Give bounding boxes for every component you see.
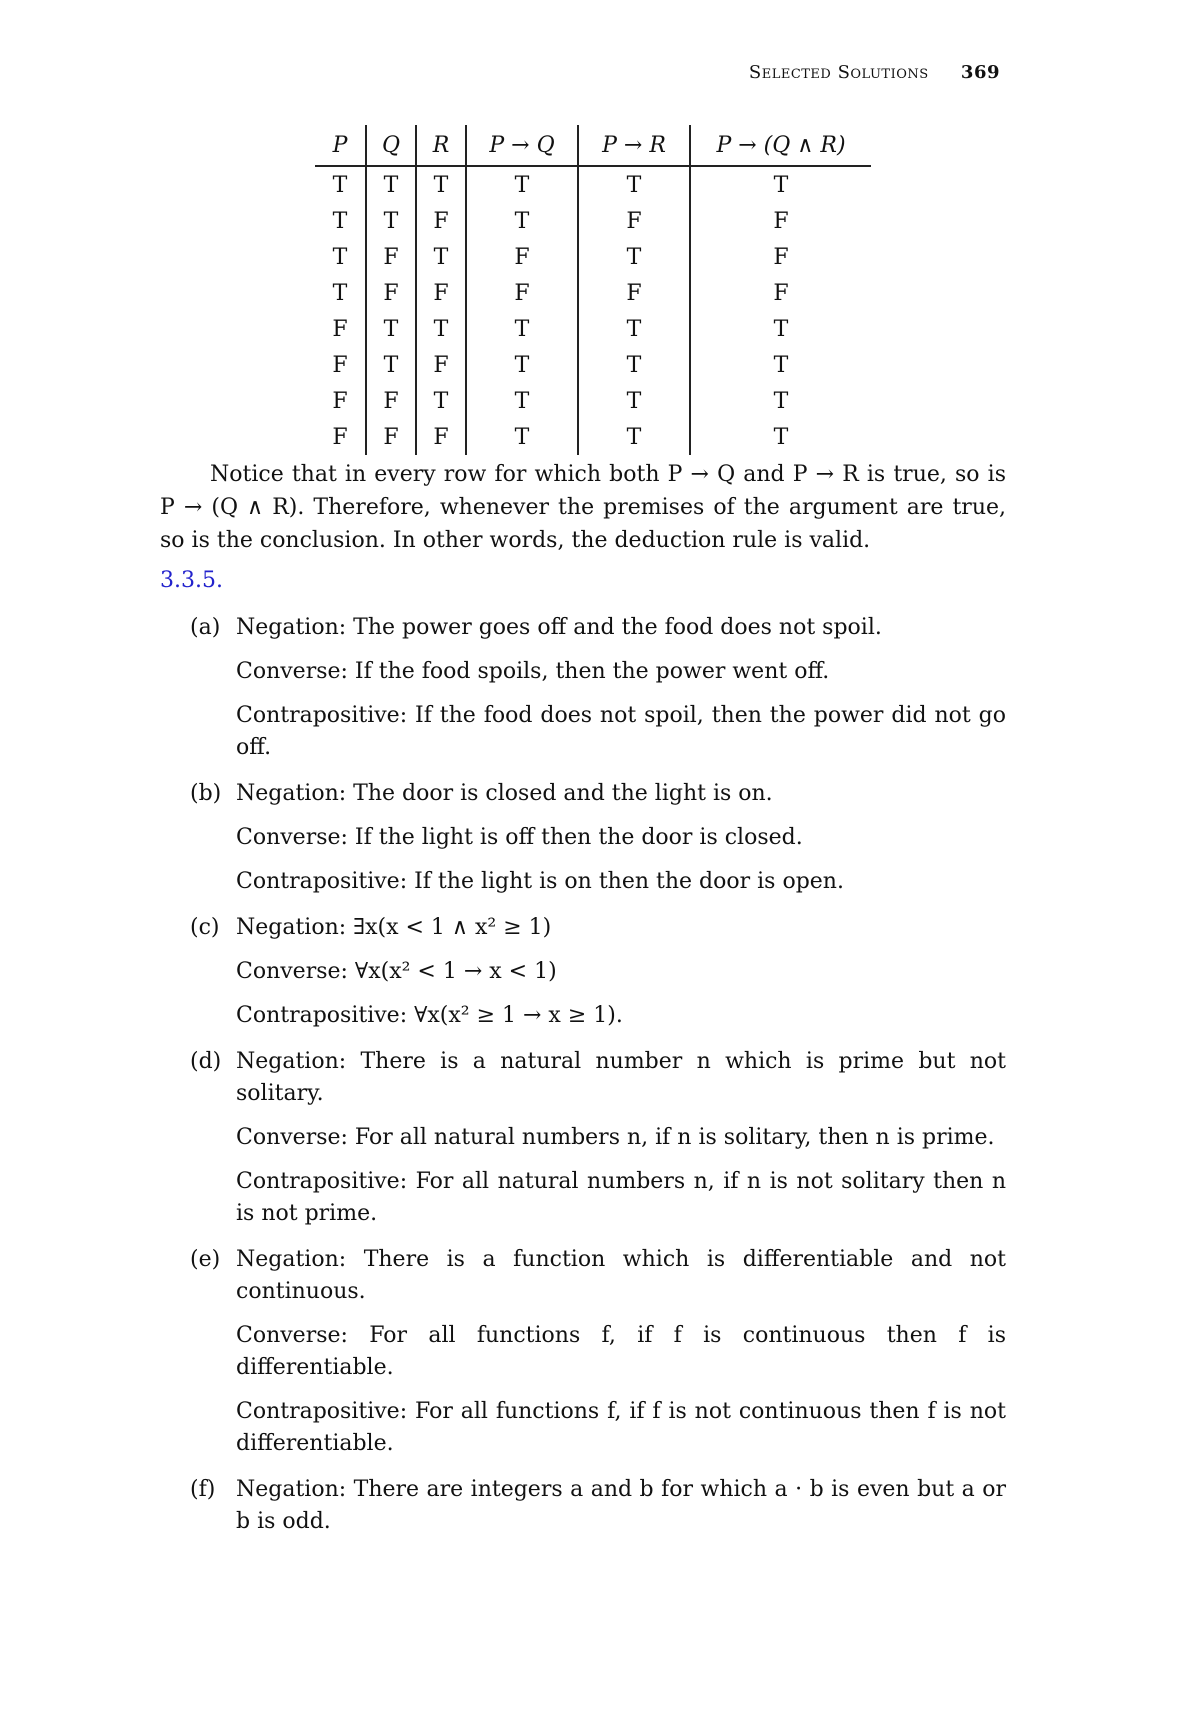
page-number: 369 xyxy=(960,62,1000,83)
table-cell: F xyxy=(578,203,690,239)
table-row xyxy=(315,419,871,455)
table-cell: T xyxy=(578,166,690,203)
table-cell: F xyxy=(466,239,578,275)
table-cell: T xyxy=(416,166,466,203)
explanation-text: Notice that in every row for which both P → Q and P → R is true, so is P → (Q ∧ R). Therefore, whenever the premises of the argument are true, so is the conclusion. In other words, the deduction rule is valid. xyxy=(160,462,1006,553)
table-cell: T xyxy=(366,347,416,383)
item-line: Converse: If the light is off then the door is closed. xyxy=(236,825,803,850)
item-line: Contrapositive: For all natural numbers n, if n is not solitary then n is not prime. xyxy=(236,1169,1006,1226)
table-cell: T xyxy=(332,172,348,198)
item-line: Contrapositive: For all functions f, if f is not continuous then f is not differentiable. xyxy=(236,1399,1006,1456)
table-cell: T xyxy=(366,311,416,347)
table-cell: T xyxy=(578,383,690,419)
table-cell: T xyxy=(332,280,348,306)
item-line: Converse: For all natural numbers n, if n is solitary, then n is prime. xyxy=(236,1125,995,1150)
table-cell: F xyxy=(366,275,416,311)
item-line: Contrapositive: If the food does not spoil, then the power did not go off. xyxy=(236,703,1006,760)
table-cell: F xyxy=(366,419,416,455)
column-header: R xyxy=(416,125,466,166)
table-cell: T xyxy=(466,311,578,347)
item-label: (b) xyxy=(190,781,222,806)
table-row xyxy=(315,275,871,311)
item-line: Negation: ∃x(x < 1 ∧ x² ≥ 1) xyxy=(236,915,552,940)
table-cell: T xyxy=(366,203,416,239)
table-cell: T xyxy=(690,383,871,419)
table-cell: T xyxy=(690,166,871,203)
table-cell: F xyxy=(332,388,348,414)
item-line: Negation: There is a natural number n which is prime but not solitary. xyxy=(236,1049,1006,1106)
item-line: Contrapositive: ∀x(x² ≥ 1 → x ≥ 1). xyxy=(236,1003,623,1028)
table-cell: F xyxy=(690,275,871,311)
list-item xyxy=(0,1474,1200,1538)
item-label: (d) xyxy=(190,1049,222,1074)
table-cell: F xyxy=(690,239,871,275)
explanation-paragraph xyxy=(160,458,1006,557)
table-cell: T xyxy=(332,208,348,234)
table-cell: T xyxy=(466,347,578,383)
table-cell: T xyxy=(366,166,416,203)
table-cell: T xyxy=(332,244,348,270)
table-cell: F xyxy=(366,239,416,275)
table-row xyxy=(315,203,871,239)
table-cell: T xyxy=(690,311,871,347)
item-line: Converse: For all functions f, if f is continuous then f is differentiable. xyxy=(236,1323,1006,1380)
column-header: P xyxy=(315,125,366,166)
item-line: Converse: ∀x(x² < 1 → x < 1) xyxy=(236,959,557,984)
table-row xyxy=(315,383,871,419)
table-row xyxy=(315,311,871,347)
section-number: 3.3.5. xyxy=(160,568,223,593)
column-header: P → (Q ∧ R) xyxy=(690,125,871,166)
table-cell: T xyxy=(690,419,871,455)
running-header xyxy=(749,62,1000,83)
table-cell: T xyxy=(578,419,690,455)
table-cell: F xyxy=(690,203,871,239)
table-cell: F xyxy=(332,316,348,342)
list-item xyxy=(0,1244,1200,1460)
table-cell: T xyxy=(466,203,578,239)
running-title: Selected Solutions xyxy=(748,62,929,83)
list-item xyxy=(0,1046,1200,1230)
list-item xyxy=(0,612,1200,764)
item-line: Contrapositive: If the light is on then the door is open. xyxy=(236,869,844,894)
table-cell: F xyxy=(416,419,466,455)
list-item xyxy=(0,912,1200,1032)
column-header: Q xyxy=(366,125,416,166)
table-row xyxy=(315,347,871,383)
item-line: Negation: There are integers a and b for which a · b is even but a or b is odd. xyxy=(236,1477,1006,1534)
table-cell: T xyxy=(466,419,578,455)
table-row xyxy=(315,166,871,203)
table-cell: F xyxy=(578,275,690,311)
item-label: (a) xyxy=(190,615,221,640)
table-cell: T xyxy=(466,383,578,419)
item-line: Negation: The door is closed and the light is on. xyxy=(236,781,773,806)
list-item xyxy=(0,778,1200,898)
table-cell: F xyxy=(416,275,466,311)
table-cell: T xyxy=(466,166,578,203)
table-cell: T xyxy=(578,239,690,275)
table-cell: F xyxy=(416,203,466,239)
item-line: Negation: There is a function which is differentiable and not continuous. xyxy=(236,1247,1006,1304)
column-header: P → Q xyxy=(466,125,578,166)
item-label: (f) xyxy=(190,1477,216,1502)
solution-list xyxy=(0,612,1200,1552)
item-line: Negation: The power goes off and the food does not spoil. xyxy=(236,615,882,640)
table-cell: F xyxy=(416,347,466,383)
table-cell: F xyxy=(466,275,578,311)
item-line: Converse: If the food spoils, then the power went off. xyxy=(236,659,830,684)
table-cell: F xyxy=(332,352,348,378)
item-label: (e) xyxy=(190,1247,221,1272)
table-cell: T xyxy=(578,311,690,347)
truth-table-header-row xyxy=(315,125,871,166)
table-cell: F xyxy=(332,424,348,450)
item-label: (c) xyxy=(190,915,220,940)
table-cell: T xyxy=(416,239,466,275)
truth-table xyxy=(315,125,871,455)
table-cell: T xyxy=(416,311,466,347)
table-cell: T xyxy=(578,347,690,383)
table-cell: T xyxy=(416,383,466,419)
table-cell: F xyxy=(366,383,416,419)
table-cell: T xyxy=(690,347,871,383)
table-row xyxy=(315,239,871,275)
column-header: P → R xyxy=(578,125,690,166)
